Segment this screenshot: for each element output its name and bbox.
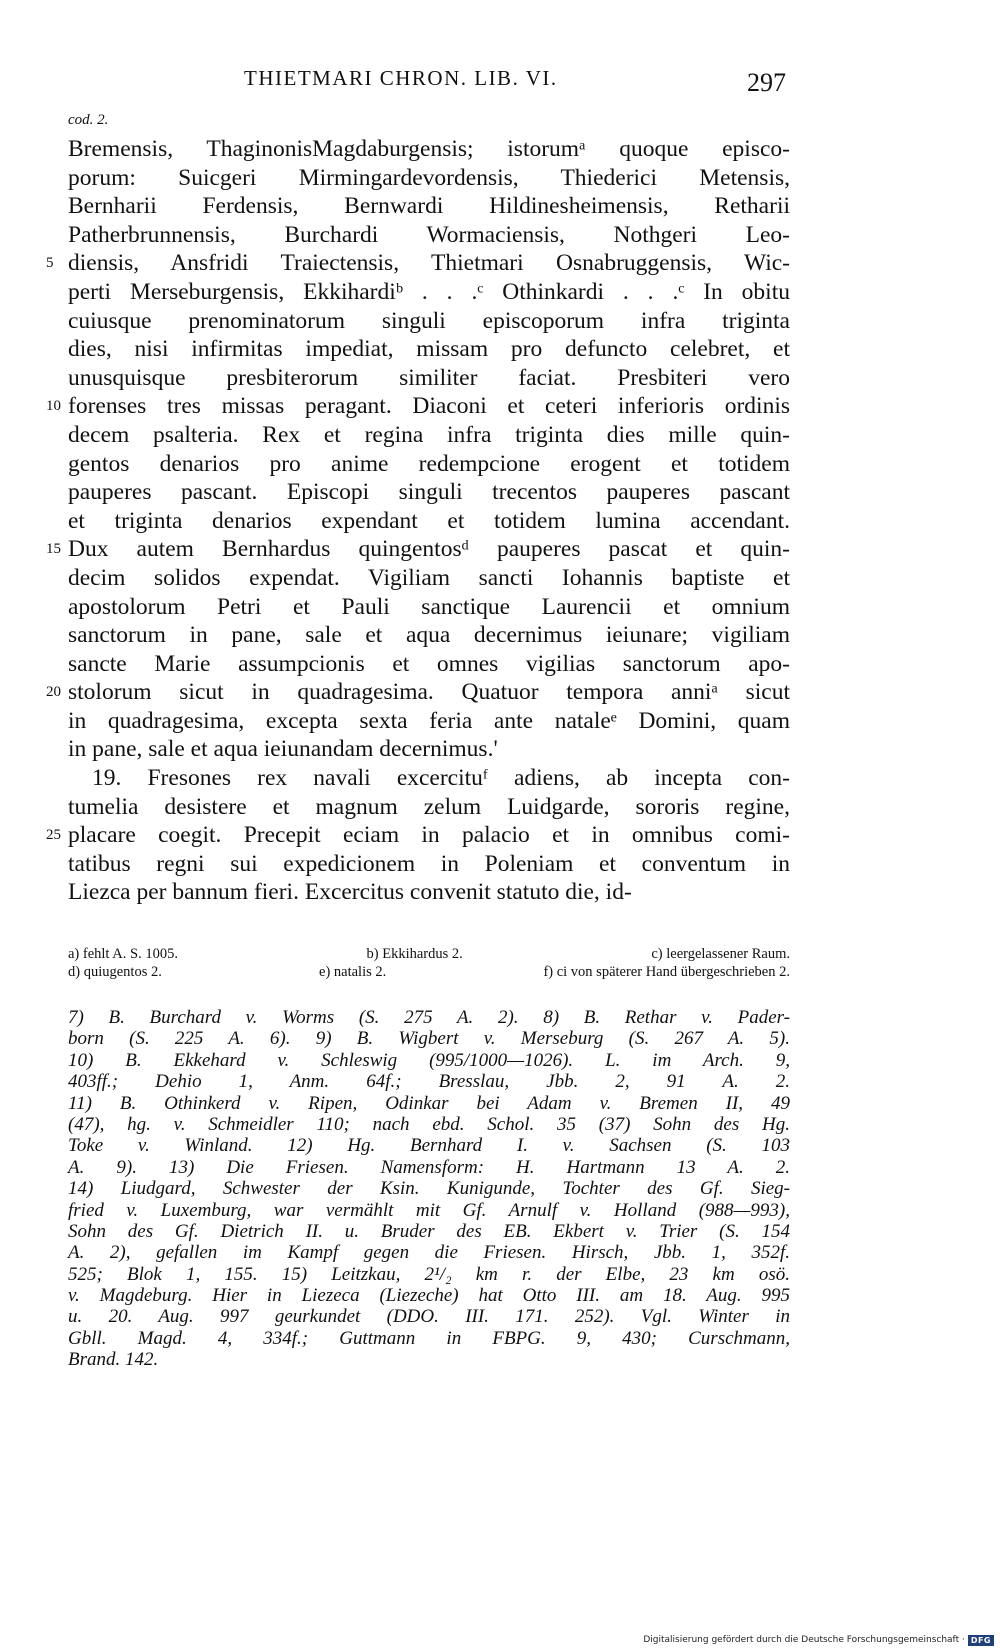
note-line: 14) Liudgard, Schwester der Ksin. Kunigunde, Tochter des Gf. Sieg- [68, 1178, 790, 1200]
text-line [46, 678, 790, 707]
apparatus-entry: f) ci von späterer Hand übergeschrieben 2. [543, 964, 790, 980]
line-number: 15 [46, 541, 61, 558]
running-title: THIETMARI CHRON. LIB. VI. [244, 66, 558, 90]
line-text: in quadragesima, excepta sexta feria ante nataleᵉ Domini, quam [68, 707, 790, 734]
line-number: 10 [46, 398, 61, 415]
note-line: fried v. Luxemburg, war vermählt mit Gf. Arnulf v. Holland (988—993), [68, 1199, 790, 1221]
line-text: decim solidos expendat. Vigiliam sancti Iohannis baptiste et [68, 564, 790, 591]
note-line: Brand. 142. [68, 1349, 159, 1371]
line-text: apostolorum Petri et Pauli sanctique Laurencii et omnium [68, 593, 790, 620]
line-text: Dux autem Bernhardus quingentosᵈ pauperes pascat et quin- [68, 536, 790, 563]
note-line: 7) B. Burchard v. Worms (S. 275 A. 2). 8) B. Rethar v. Pader- [68, 1007, 790, 1028]
line-text: perti Merseburgensis, Ekkihardiᵇ . . .ᶜ Othinkardi . . .ᶜ In obitu [68, 278, 790, 305]
apparatus-entry: a) fehlt A. S. 1005. [68, 946, 178, 962]
note-line: 10) B. Ekkehard v. Schleswig (995/1000—1026). L. im Arch. 9, [68, 1049, 790, 1071]
note-line: Gbll. Magd. 4, 334f.; Guttmann in FBPG. 9, 430; Curschmann, [68, 1327, 790, 1349]
text-line [68, 192, 790, 221]
text-line [46, 821, 790, 850]
critical-apparatus [68, 945, 790, 981]
text-line [68, 593, 790, 622]
apparatus-entry: c) leergelassener Raum. [651, 946, 790, 962]
note-line: Sohn des Gf. Dietrich II. u. Bruder des EB. Ekbert v. Trier (S. 154 [68, 1220, 790, 1242]
line-text: pauperes pascant. Episcopi singuli trecentos pauperes pascant [68, 479, 790, 506]
text-line [68, 364, 790, 393]
text-line [46, 535, 790, 564]
text-line [46, 392, 790, 421]
apparatus-entry: e) natalis 2. [319, 964, 387, 980]
text-line [68, 335, 790, 364]
line-text: 19. Fresones rex navali excercituᶠ adiens, ab incepta con- [92, 765, 790, 792]
apparatus-line [68, 963, 790, 981]
line-text: in pane, sale et aqua ieiunandam decernimus.' [68, 736, 498, 763]
text-line [68, 707, 790, 736]
text-line [68, 278, 790, 307]
text-line [68, 564, 790, 593]
line-text: Bremensis, ThaginonisMagdaburgensis; istorumᵃ quoque episco- [68, 136, 790, 162]
note-line: u. 20. Aug. 997 geurkundet (DDO. III. 171. 252). Vgl. Winter in [68, 1306, 790, 1328]
line-text: Liezca per bannum fieri. Excercitus convenit statuto die, id- [68, 879, 632, 906]
text-line [68, 135, 790, 164]
line-text: tatibus regni sui expedicionem in Poleniam et conventum in [68, 850, 790, 877]
text-line [68, 421, 790, 450]
line-text: cuiusque prenominatorum singuli episcoporum infra triginta [68, 307, 790, 334]
note-line: Toke v. Winland. 12) Hg. Bernhard I. v. Sachsen (S. 103 [68, 1135, 790, 1157]
page-header [68, 62, 786, 102]
line-text: placare coegit. Precepit eciam in palacio et in omnibus comi- [68, 822, 790, 849]
dfg-logo-icon: DFG [968, 1635, 994, 1646]
codex-note: cod. 2. [68, 112, 109, 128]
footnotes [68, 1007, 790, 1371]
line-text: forenses tres missas peragant. Diaconi et ceteri inferioris ordinis [68, 393, 790, 420]
footer-credit: Digitalisierung gefördert durch die Deutsche Forschungsgemeinschaft · [643, 1635, 965, 1645]
apparatus-entry: b) Ekkihardus 2. [366, 946, 463, 962]
text-line [68, 478, 790, 507]
note-line: A. 9). 13) Die Friesen. Namensform: H. Hartmann 13 A. 2. [68, 1156, 790, 1178]
main-text-body [46, 135, 790, 907]
line-text: diensis, Ansfridi Traiectensis, Thietmari Osnabruggensis, Wic- [68, 250, 790, 277]
text-line [68, 164, 790, 193]
note-line: born (S. 225 A. 6). 9) B. Wigbert v. Merseburg (S. 267 A. 5). [68, 1028, 790, 1050]
line-number: 5 [46, 255, 54, 272]
text-line [68, 221, 790, 250]
note-line: 403ff.; Dehio 1, Anm. 64f.; Bresslau, Jbb. 2, 91 A. 2. [68, 1071, 790, 1093]
text-line [68, 878, 790, 907]
digitization-footer [643, 1634, 994, 1646]
text-line [68, 793, 790, 822]
text-line [68, 850, 790, 879]
line-text: Bernharii Ferdensis, Bernwardi Hildinesheimensis, Retharii [68, 193, 790, 220]
line-text: sanctorum in pane, sale et aqua decernimus ieiunare; vigiliam [68, 622, 790, 649]
line-number: 25 [46, 827, 61, 844]
line-text: dies, nisi infirmitas impediat, missam pro defuncto celebret, et [68, 336, 790, 363]
line-text: gentos denarios pro anime redempcione erogent et totidem [68, 450, 790, 477]
apparatus-line [68, 945, 790, 963]
line-text: tumelia desistere et magnum zelum Luidgarde, sororis regine, [68, 793, 790, 820]
line-text: porum: Suicgeri Mirmingardevordensis, Thiederici Metensis, [68, 164, 790, 191]
line-text: sancte Marie assumpcionis et omnes vigilias sanctorum apo- [68, 650, 790, 677]
text-line [68, 764, 790, 793]
line-text: decem psalteria. Rex et regina infra triginta dies mille quin- [68, 421, 790, 448]
apparatus-entry: d) quiugentos 2. [68, 964, 162, 980]
line-number: 20 [46, 684, 61, 701]
text-line [68, 450, 790, 479]
note-line: A. 2), gefallen im Kampf gegen die Friesen. Hirsch, Jbb. 1, 352f. [68, 1242, 790, 1264]
text-line [68, 621, 790, 650]
note-line: 11) B. Othinkerd v. Ripen, Odinkar bei Adam v. Bremen II, 49 [68, 1092, 790, 1114]
line-text: et triginta denarios expendant et totidem lumina accendant. [68, 507, 790, 534]
text-line [68, 650, 790, 679]
text-line [68, 307, 790, 336]
note-line: 525; Blok 1, 155. 15) Leitzkau, 2¹/₂ km r. der Elbe, 23 km osö. [68, 1263, 790, 1285]
text-line [68, 735, 790, 764]
note-line: v. Magdeburg. Hier in Liezeca (Liezeche) hat Otto III. am 18. Aug. 995 [68, 1285, 790, 1307]
text-line [68, 507, 790, 536]
text-line [46, 249, 790, 278]
note-line: (47), hg. v. Schmeidler 110; nach ebd. Schol. 35 (37) Sohn des Hg. [68, 1113, 790, 1135]
line-text: stolorum sicut in quadragesima. Quatuor tempora anniᵃ sicut [68, 679, 790, 706]
page-number: 297 [747, 68, 786, 97]
line-text: unusquisque presbiterorum similiter faciat. Presbiteri vero [68, 364, 790, 391]
line-text: Patherbrunnensis, Burchardi Wormaciensis, Nothgeri Leo- [68, 221, 790, 248]
